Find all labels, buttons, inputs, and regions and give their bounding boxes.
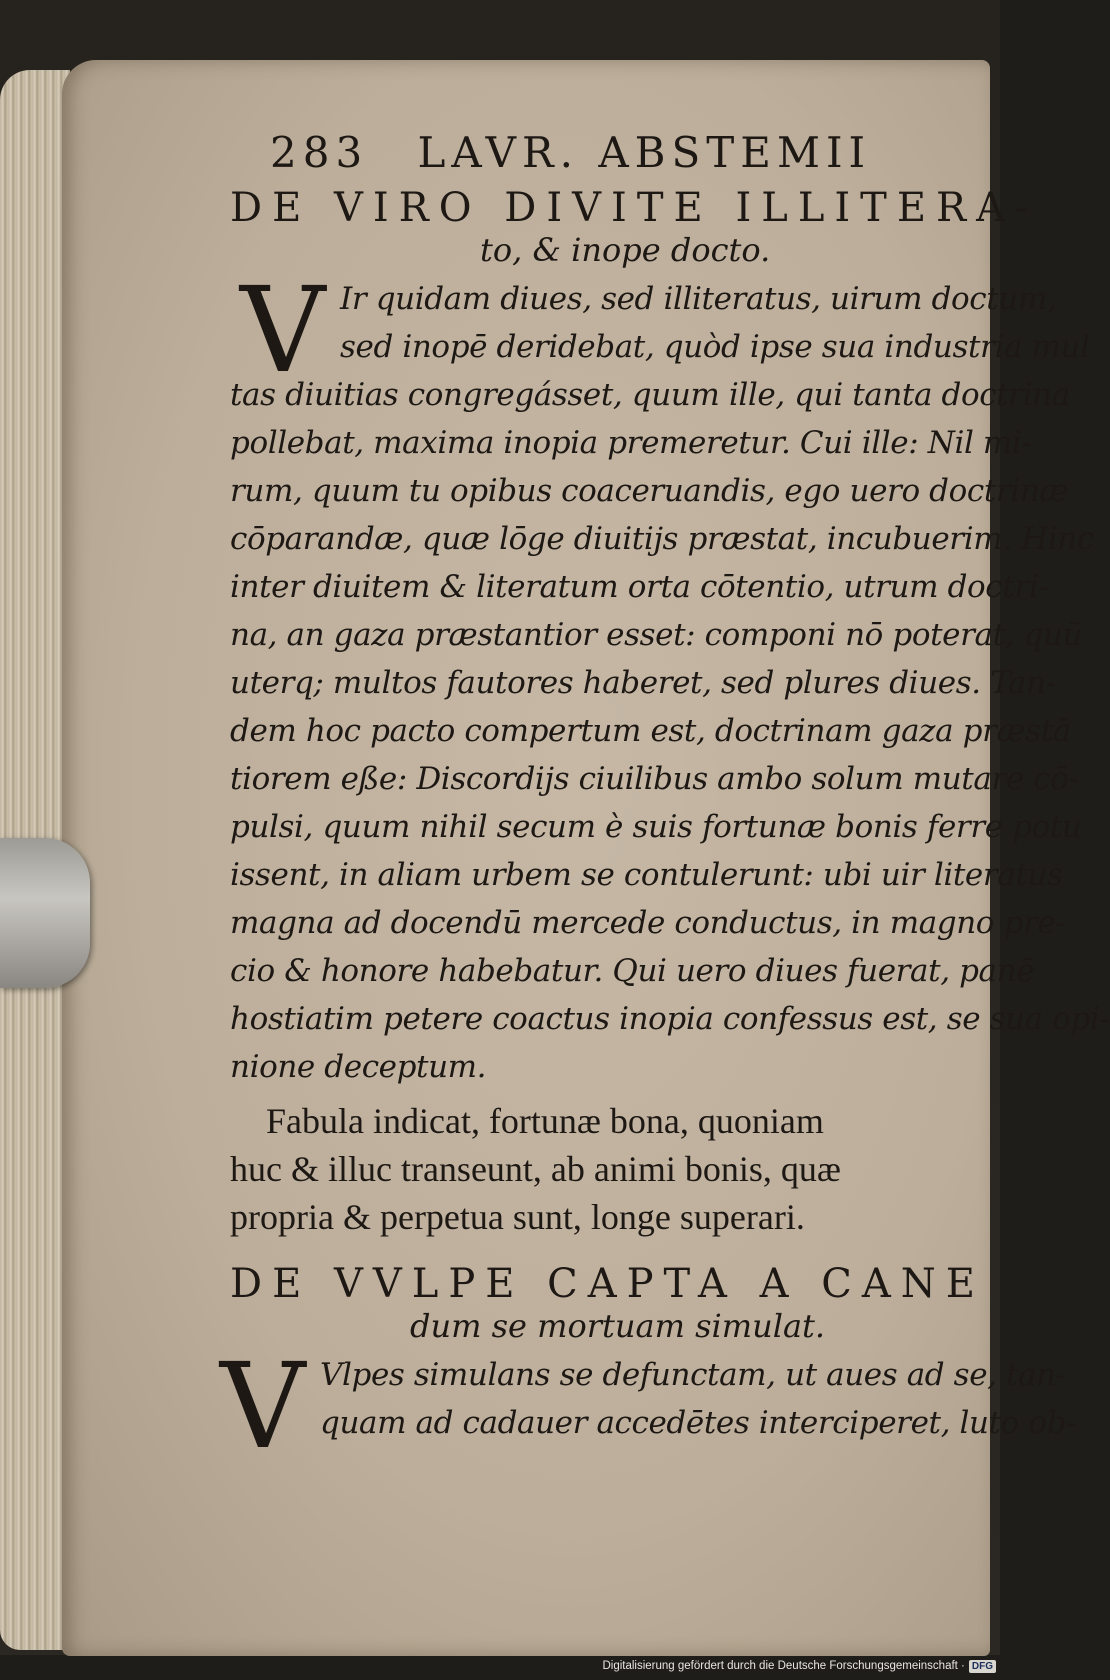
text-line: cio & honore habebatur. Qui uero diues fuerat, panē (230, 953, 1035, 989)
page-number: 283 (270, 128, 369, 177)
text-line: tas diuitias congregásset, quum ille, qui tanta doctrina (230, 377, 1070, 413)
text-line: cōparandæ, quæ lōge diuitijs præstat, incubuerim. Hinc (230, 521, 1094, 557)
text-line: pulsi, quum nihil secum è suis fortunæ bonis ferre potu (230, 809, 1082, 845)
text-line: dem hoc pacto compertum est, doctrinam gaza præstā (230, 713, 1071, 749)
page-text (220, 128, 1110, 1475)
text-line: nione deceptum. (230, 1049, 487, 1085)
fable2-drop-cap: V (220, 1337, 306, 1475)
text-line: issent, in aliam urbem se contulerunt: ubi uir literatus (230, 857, 1063, 893)
fable1-drop-cap: V (240, 261, 326, 399)
fable1-moral (230, 1097, 1000, 1241)
moral-line: huc & illuc transeunt, ab animi bonis, quæ (230, 1149, 841, 1189)
text-line: sed inopē deridebat, quòd ipse sua industria mul (340, 329, 1090, 365)
dfg-logo: DFG (969, 1660, 996, 1673)
text-line: na, an gaza præstantior esset: componi nō poterat, quū (230, 617, 1083, 653)
text-line: hostiatim petere coactus inopia confessus est, se sua opi- (230, 1001, 1110, 1037)
text-line: Ir quidam diues, sed illiteratus, uirum doctum, (340, 281, 1057, 317)
fable1-title: DE VIRO DIVITE ILLITERA- (230, 185, 1039, 231)
running-head-author: LAVR. ABSTEMII (417, 128, 872, 177)
fable2-title: DE VVLPE CAPTA A CANE (230, 1261, 985, 1307)
text-line: pollebat, maxima inopia premeretur. Cui ille: Nil mi- (230, 425, 1032, 461)
text-line: uterq; multos fautores haberet, sed plures diues. Tan- (230, 665, 1056, 701)
text-line: quam ad cadauer accedētes interciperet, luto ob- (320, 1405, 1077, 1441)
text-line: tiorem eße: Discordijs ciuilibus ambo solum mutare cō- (230, 761, 1079, 797)
book-clasp (0, 838, 90, 988)
fable2-body (220, 1337, 1077, 1475)
fable2-subtitle: dum se mortuam simulat. (410, 1307, 826, 1345)
text-line: Vlpes simulans se defunctam, ut aues ad se, tan- (320, 1357, 1066, 1393)
fable1-subtitle: to, & inope docto. (480, 231, 771, 269)
text-line: magna ad docendū mercede conductus, in magno pre- (230, 905, 1066, 941)
fable1-body (230, 261, 1110, 1091)
credit-text: Digitalisierung gefördert durch die Deutsche Forschungsgemeinschaft · (602, 1660, 965, 1672)
running-head (270, 128, 1000, 177)
digitization-credit (602, 1656, 996, 1676)
text-line: inter diuitem & literatum orta cōtentio, utrum doctri- (230, 569, 1049, 605)
moral-line: Fabula indicat, fortunæ bona, quoniam (266, 1101, 824, 1141)
moral-line: propria & perpetua sunt, longe superari. (230, 1197, 805, 1237)
text-line: rum, quum tu opibus coaceruandis, ego uero doctrinæ (230, 473, 1069, 509)
